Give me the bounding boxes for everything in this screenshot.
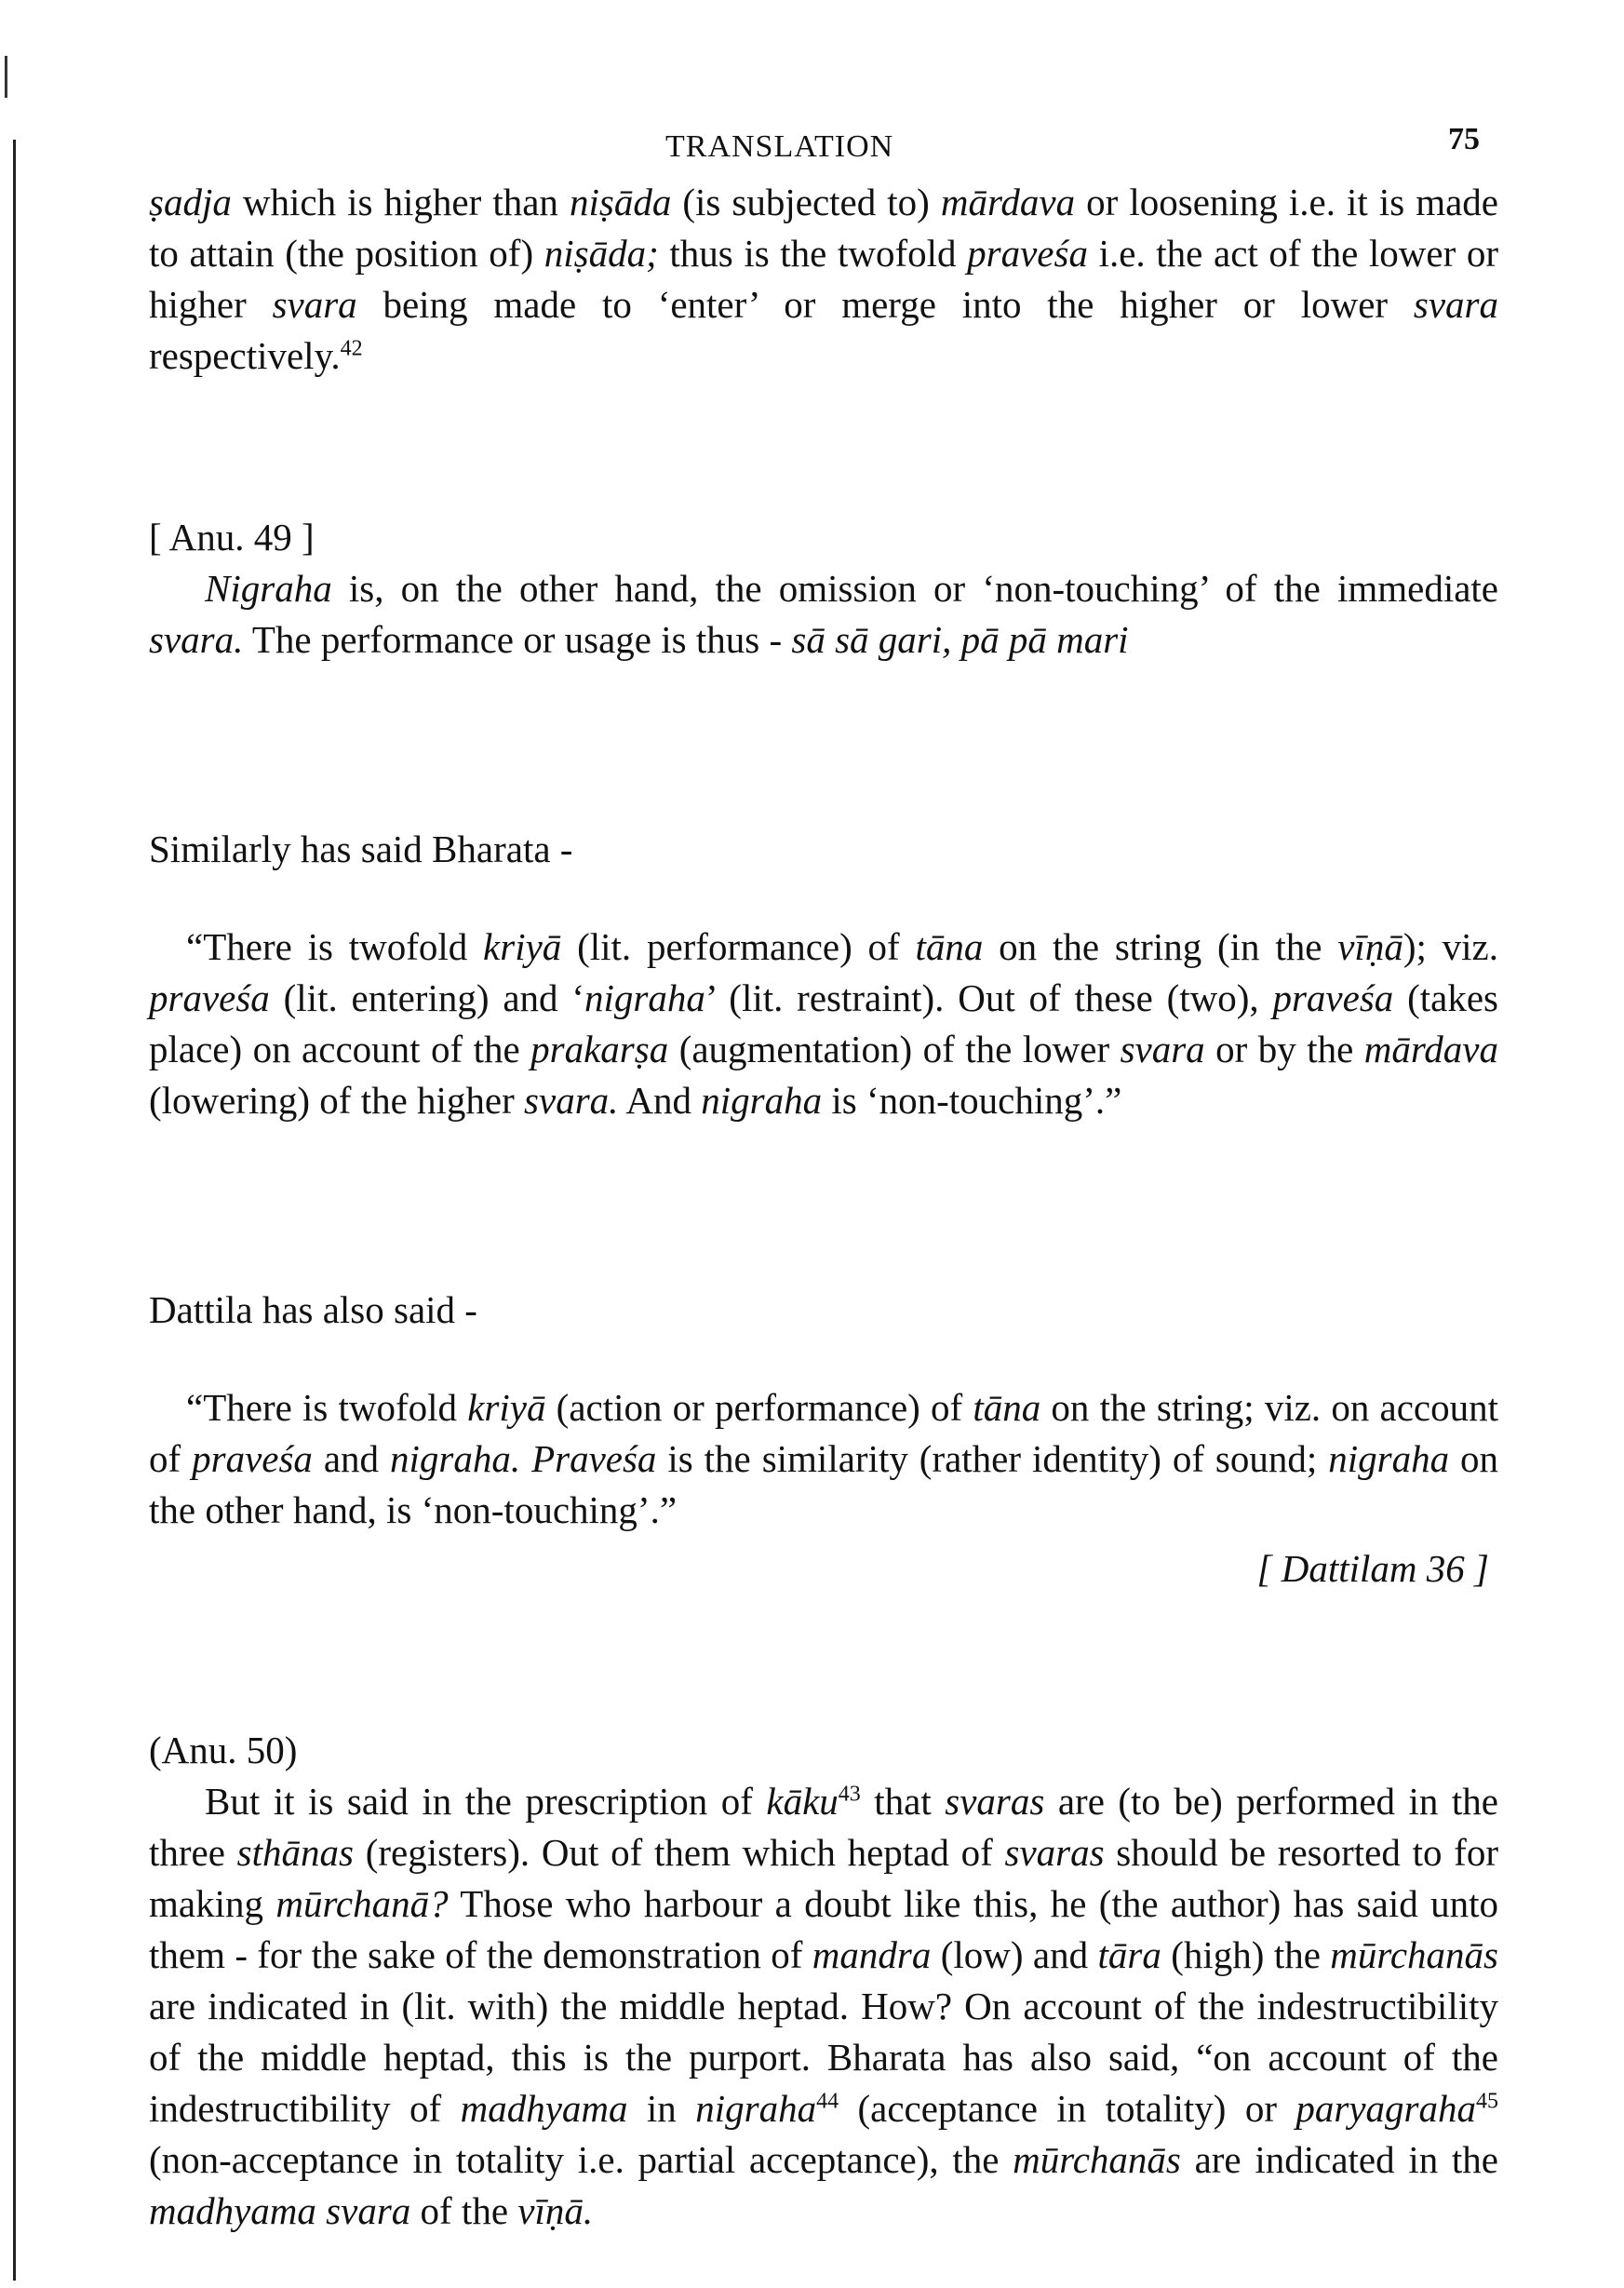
text: thus is the twofold (658, 232, 968, 275)
text (520, 1437, 531, 1480)
term: nigraha (701, 1079, 823, 1122)
term: nigraha (1328, 1437, 1450, 1480)
term: paryagraha (1295, 2087, 1476, 2130)
text: (is subjected to) (671, 181, 941, 223)
term: svara (1413, 283, 1498, 326)
term: tāna (973, 1386, 1041, 1429)
text: But it is said in the prescription of (205, 1780, 767, 1823)
term: madhyama (460, 2087, 628, 2130)
term: praveśa (149, 976, 270, 1019)
text: (high) the (1161, 1933, 1331, 1976)
term: mūrchanās (1330, 1933, 1498, 1976)
paragraph-anu50 (149, 1776, 1498, 2237)
text: i.e. the act of the lower or higher (149, 232, 1499, 326)
text: (takes place) on account of the (149, 976, 1498, 1070)
binding-mark (5, 56, 7, 98)
text: (non-acceptance in totality i.e. partial acceptance), the (149, 2138, 1013, 2181)
section-tag: (Anu. 50) (149, 1729, 298, 1771)
text: And (618, 1079, 702, 1122)
text: is ‘non-touching’.” (822, 1079, 1122, 1122)
term: kriyā (483, 925, 562, 968)
text: which is higher than (231, 181, 570, 223)
text: “There is twofold (186, 925, 484, 968)
term: mūrchanās (1013, 2138, 1181, 2181)
text: (augmentation) of the lower (668, 1028, 1121, 1070)
paragraph-continuation (149, 177, 1498, 382)
text: (registers). Out of them which heptad of (353, 1831, 1005, 1874)
text: are indicated in the (1180, 2138, 1498, 2181)
bharata-quote (149, 922, 1498, 1126)
running-header (149, 121, 1498, 177)
term: vīṇā (1337, 925, 1403, 968)
term: svara (272, 283, 357, 326)
term: svara (1120, 1028, 1205, 1070)
text: in (627, 2087, 696, 2130)
term: kāku (766, 1780, 839, 1823)
term: mārdava (1363, 1028, 1499, 1070)
term: Praveśa (531, 1437, 657, 1480)
term: svaras (1004, 1831, 1105, 1874)
text: or loosening i.e. it is made to attain (the position of) (149, 181, 1498, 275)
text: The performance or usage is thus - (243, 618, 792, 661)
text: ); viz. (1403, 925, 1498, 968)
page-number: 75 (1448, 122, 1480, 156)
term: mūrchanā? (275, 1882, 449, 1925)
term: ṣadja (149, 181, 232, 223)
term: mandra (812, 1933, 932, 1976)
section-tag: [ Anu. 49 ] (149, 516, 315, 559)
term: praveśa (1272, 976, 1394, 1019)
text: are indicated in (lit. with) the middle heptad. How? On account of the indestructibility of the middle heptad, this is the purport. Bharata has also said, “on account of the indestructibility of (149, 1985, 1498, 2130)
term: mārdava (940, 181, 1076, 223)
notation: sā sā gari, pā pā mari (791, 618, 1129, 661)
text: or by the (1204, 1028, 1364, 1070)
term: nigraha (695, 2087, 817, 2130)
term: kriyā (467, 1386, 546, 1429)
term: praveśa (967, 232, 1088, 275)
citation: [ Dattilam 36 ] (1256, 1547, 1489, 1590)
text: (lit. performance) of (561, 925, 916, 968)
footnote-ref: 42 (340, 336, 363, 361)
term: vīṇā. (517, 2189, 594, 2232)
binding-edge (13, 140, 16, 2281)
term: nigraha. (390, 1437, 521, 1480)
text: are (to be) performed in the three (149, 1780, 1499, 1874)
text: (lit. entering) and ‘ (269, 976, 584, 1019)
term: prakarṣa (530, 1028, 669, 1070)
term: Nigraha (205, 567, 332, 610)
term: praveśa (192, 1437, 313, 1480)
term: niṣāda (569, 181, 672, 223)
term: sthānas (236, 1831, 354, 1874)
text: (low) and (931, 1933, 1098, 1976)
text: on the other hand, is ‘non-touching’.” (149, 1437, 1499, 1531)
paragraph-anu49 (149, 563, 1498, 666)
book-page (149, 121, 1498, 2237)
text: is, on the other hand, the omission or ‘non-touching’ of the immediate (331, 567, 1498, 610)
text: being made to ‘enter’ or merge into the higher or lower (356, 283, 1414, 326)
footnote-ref: 43 (838, 1782, 861, 1807)
footnote-ref: 44 (816, 2089, 839, 2114)
dattila-intro: Dattila has also said - (149, 1288, 477, 1331)
dattila-quote (149, 1382, 1498, 1536)
text: on the string; viz. on account of (149, 1386, 1499, 1480)
term: tāna (915, 925, 984, 968)
term: nigraha (584, 976, 705, 1019)
footnote-ref: 45 (1475, 2089, 1498, 2114)
text: should be resorted to for making (149, 1831, 1498, 1925)
text: on the string (in the (983, 925, 1338, 968)
term: svara. (149, 618, 244, 661)
text: is the similarity (rather identity) of sound; (656, 1437, 1329, 1480)
text: “There is twofold (186, 1386, 468, 1429)
text: (lowering) of the higher (149, 1079, 525, 1122)
text: ’ (lit. restraint). Out of these (two), (705, 976, 1273, 1019)
term: niṣāda; (544, 232, 659, 275)
text: (action or performance) of (545, 1386, 973, 1429)
running-title: TRANSLATION (665, 129, 894, 164)
term: svara. (524, 1079, 619, 1122)
term: svaras (945, 1780, 1045, 1823)
bharata-intro: Similarly has said Bharata - (149, 828, 573, 870)
text: and (312, 1437, 391, 1480)
term: tāra (1097, 1933, 1161, 1976)
text: of the (410, 2189, 518, 2232)
text: that (860, 1780, 946, 1823)
term: madhyama svara (149, 2189, 411, 2232)
text: Those who harbour a doubt like this, he (the author) has said unto them - for the sake of the demonstration of (149, 1882, 1498, 1976)
text: respectively. (149, 334, 341, 377)
text: (acceptance in totality) or (839, 2087, 1296, 2130)
